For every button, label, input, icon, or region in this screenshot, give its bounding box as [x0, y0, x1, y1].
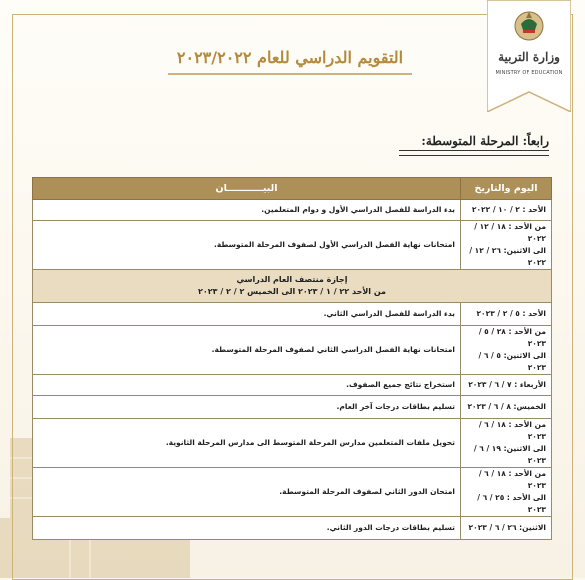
date-text: من الأحد : ١٨ / ٦ / ٢٠٢٣: [478, 469, 546, 490]
holiday-cell: [33, 270, 552, 303]
date-text: الى الاثنين: ٢٦ / ١٢ / ٢٠٢٢: [469, 246, 546, 267]
date-cell: [461, 468, 552, 517]
calendar-table: [32, 177, 552, 540]
date-text: الأربعاء : ٧ / ٦ / ٢٠٢٣: [468, 380, 546, 389]
ministry-name-english: MINISTRY OF EDUCATION: [495, 70, 563, 76]
statement-text: امتحان الدور الثاني لصفوف المرحلة المتوسطة.: [279, 487, 455, 496]
table-row: [33, 200, 552, 221]
table-row: [33, 396, 552, 419]
date-cell: [461, 419, 552, 468]
statement-cell: [33, 396, 461, 419]
table-header-row: [33, 178, 552, 200]
statement-text: تسليم بطاقات درجات الدور الثاني.: [326, 523, 455, 532]
date-text: الأحد : ٥ / ٢ / ٢٠٢٣: [476, 309, 546, 318]
statement-cell: [33, 221, 461, 270]
date-cell: [461, 303, 552, 326]
holiday-row: [33, 270, 552, 303]
statement-text: استخراج نتائج جميع الصفوف.: [346, 380, 455, 389]
date-text: الخميس: ٨ / ٦ / ٢٠٢٣: [467, 402, 546, 411]
date-text: من الأحد : ١٨ / ٦ / ٢٠٢٣: [478, 420, 546, 441]
title-block: [168, 48, 412, 75]
kuwait-emblem-icon: [515, 12, 543, 40]
statement-cell: [33, 303, 461, 326]
holiday-text: من الأحد ٢٢ / ١ / ٢٠٢٣ الى الخميس ٢ / ٢ / ٢٠٢٣: [198, 287, 386, 296]
statement-text: امتحانات نهاية الفصل الدراسي الأول لصفوف المرحلة المتوسطة.: [213, 240, 455, 249]
date-column-header: اليوم والتاريخ: [461, 178, 552, 200]
date-text: الى الاثنين: ٥ / ٦ / ٢٠٢٣: [478, 351, 546, 372]
statement-text: بدء الدراسة للفصل الدراسي الثاني.: [323, 309, 455, 318]
statement-cell: [33, 326, 461, 375]
holiday-text: إجازة منتصف العام الدراسي: [236, 275, 348, 284]
section-underline: [399, 150, 549, 156]
table-row: [33, 326, 552, 375]
table-row: [33, 419, 552, 468]
table-row: [33, 303, 552, 326]
section-title: رابعاً: المرحلة المتوسطة:: [421, 134, 549, 148]
date-text: الى الاثنين: ١٩ / ٦ / ٢٠٢٣: [473, 444, 546, 465]
statement-column-header: البيـــــــــــان: [33, 178, 461, 200]
date-cell: [461, 221, 552, 270]
statement-cell: [33, 517, 461, 540]
statement-cell: [33, 375, 461, 396]
table-row: [33, 375, 552, 396]
statement-text: امتحانات نهاية الفصل الدراسي الثاني لصفوف المرحلة المتوسطة.: [211, 345, 455, 354]
date-cell: [461, 326, 552, 375]
date-text: الاثنين: ٢٦ / ٦ / ٢٠٢٣: [468, 523, 546, 532]
calendar-table-body: [33, 200, 552, 540]
date-cell: [461, 200, 552, 221]
statement-text: بدء الدراسة للفصل الدراسي الأول و دوام المتعلمين.: [261, 205, 455, 214]
date-text: الأحد : ٢ / ١٠ / ٢٠٢٢: [471, 205, 546, 214]
statement-cell: [33, 419, 461, 468]
date-cell: [461, 396, 552, 419]
page-title: التقويم الدراسي للعام ٢٠٢٣/٢٠٢٢: [176, 48, 404, 67]
title-underline: [168, 73, 412, 75]
date-cell: [461, 375, 552, 396]
statement-text: تسليم بطاقات درجات آخر العام.: [336, 402, 455, 411]
statement-cell: [33, 468, 461, 517]
table-row: [33, 221, 552, 270]
date-text: الى الأحد : ٢٥ / ٦ / ٢٠٢٣: [477, 493, 546, 514]
statement-text: تحويل ملفات المتعلمين مدارس المرحلة المتوسط الى مدارس المرحلة الثانوية.: [165, 438, 455, 447]
date-cell: [461, 517, 552, 540]
table-row: [33, 468, 552, 517]
table-row: [33, 517, 552, 540]
ministry-name-arabic: وزارة التربية: [498, 50, 560, 64]
statement-cell: [33, 200, 461, 221]
date-text: من الأحد : ١٨ / ١٢ / ٢٠٢٢: [474, 222, 546, 243]
date-text: من الأحد : ٢٨ / ٥ / ٢٠٢٣: [478, 327, 546, 348]
section-heading: [399, 134, 549, 156]
ministry-ribbon: [487, 0, 571, 112]
